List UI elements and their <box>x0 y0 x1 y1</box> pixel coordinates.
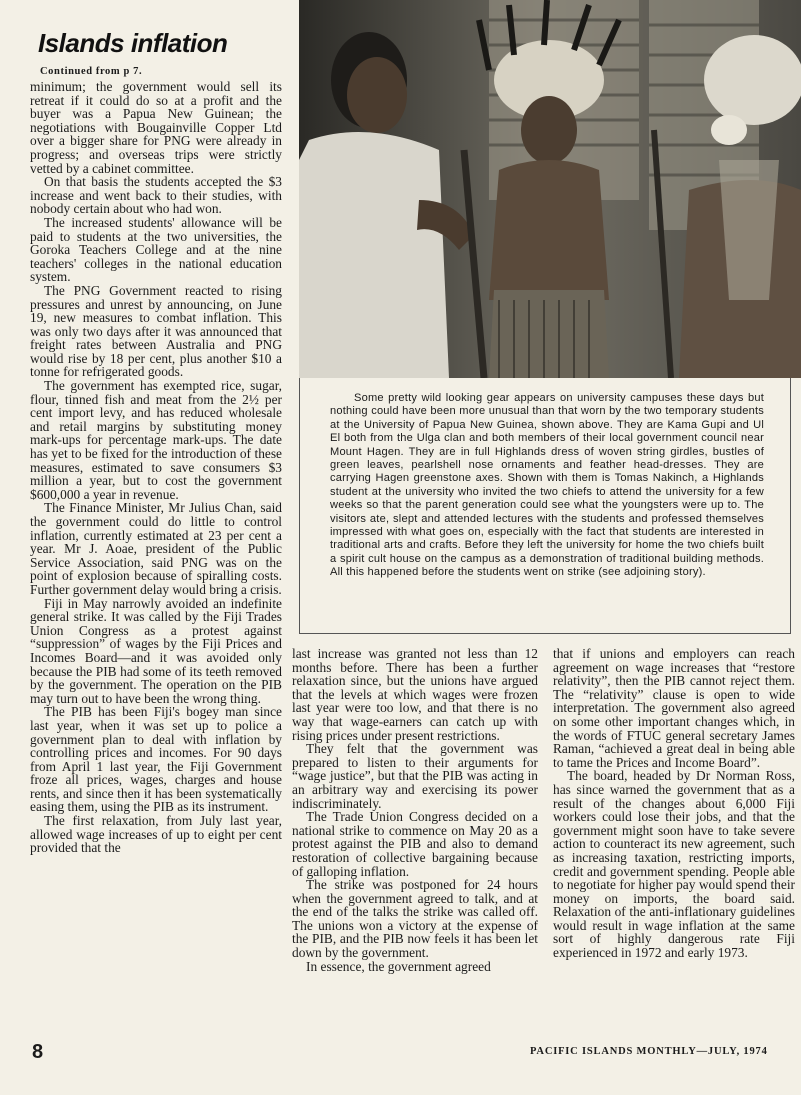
article-paragraph: They felt that the government was prepared to listen to their arguments for “wage justice”, but that the PIB was acting in an arbitrary way and exercising its power indiscriminately. <box>292 741 538 811</box>
article-paragraph: The Trade Union Congress decided on a national strike to commence on May 20 as a protest against the PIB and also to demand restoration of collective bargaining because of galloping inflation. <box>292 809 538 879</box>
article-paragraph: minimum; the government would sell its retreat if it could do so at a profit and the buyer was a Papua New Guinean; the negotiations with Bougainville Copper Ltd over a bigger share for PNG were already in progress; and overseas trips were strictly vetted by a cabinet committee. <box>30 79 282 176</box>
article-paragraph: The first relaxation, from July last year, allowed wage increases of up to eight per cent provided that the <box>30 813 282 856</box>
article-paragraph: The increased students' allowance will be paid to students at the two universities, the Goroka Teachers College and at the nine teachers' colleges in the national education system. <box>30 214 282 285</box>
article-paragraph: Fiji in May narrowly avoided an indefinite general strike. It was called by the Fiji Trades Union Congress as a protest against “suppression” of wages by the Fiji Prices and Incomes Board—and it was avoided only because the PIB had some of its teeth removed by the government. The operation on the PIB may turn out to have been the wrong thing. <box>30 595 282 706</box>
publication-footer: PACIFIC ISLANDS MONTHLY—JULY, 1974 <box>530 1046 768 1057</box>
article-paragraph: The government has exempted rice, sugar, flour, tinned fish and meat from the 2½ per cent import levy, and has reduced wholesale and retail margins by substituting money mark-ups for percentage mark-ups. The date has yet to be fixed for the introduction of these measures, estimated to save consumers $3 million a year, but to cost the government $600,000 a year in revenue. <box>30 378 282 502</box>
article-paragraph: The board, headed by Dr Norman Ross, has since warned the government that as a result of the changes about 6,000 Fiji workers could lose their jobs, and that the government might soon have to take severe action to counteract its new agreement, such as increasing taxation, restricting imports, credit and government spending. People able to negotiate for higher pay would spend their money on imports, the board said. Relaxation of the anti-inflationary guidelines would result in wage inflation at the same sort of highly dangerous rate Fiji experienced in 1972 and early 1973. <box>553 768 795 961</box>
article-column-3 <box>553 647 795 960</box>
article-column-1 <box>30 80 282 855</box>
article-paragraph: The strike was postponed for 24 hours when the government agreed to talk, and at the end of the talks the strike was called off. The unions won a victory at the expense of the PIB, and the PIB now feels it has been let down by the government. <box>292 877 538 961</box>
article-paragraph: The PIB has been Fiji's bogey man since last year, when it was set up to police a government plan to deal with inflation by controlling prices and incomes. For 90 days from April 1 last year, the Fiji Government froze all prices, wages, charges and house rents, and since then it has been systematically easing them, using the PIB as its instrument. <box>30 704 282 815</box>
article-paragraph: The Finance Minister, Mr Julius Chan, said the government could do little to control inflation, currently estimated at 23 per cent a year. Mr J. Aoae, president of the Public Service Association, said PNG was on the point of explosion because of spiralling costs. Further government delay would bring a crisis. <box>30 500 282 597</box>
continued-from-note: Continued from p 7. <box>40 66 143 77</box>
photo-caption: Some pretty wild looking gear appears on university campuses these days but nothing could have been more unusual than that worn by the two temporary students at the University of Papua New Guinea, shown above. They are Kama Gupi and Ul El both from the Ulga clan and both members of their local government council near Mount Hagen. They are in full Highlands dress of woven string girdles, bustles of green leaves, pearlshell nose ornaments and feather head-dresses. They are carrying Hagen greenstone axes. Shown with them is Tomas Nakinch, a Highlands student at the university who invited the two chiefs to attend the university for a few weeks so that the parent generation could see what the youngsters were up to. The visitors ate, slept and attended lectures with the students and professed themselves impressed with what goes on, especially with the fact that students are interested in traditional arts and crafts. Before they left the university for home the two chiefs built a spirit cult house on the campus as a demonstration of traditional building methods. All this happened before the students went on strike (see adjoining story). <box>330 392 764 579</box>
article-column-2 <box>292 647 538 973</box>
article-paragraph: The PNG Government reacted to rising pressures and unrest by announcing, on June 19, new measures to combat inflation. This was only two days after it was announced that freight rates between Australia and PNG would rise by 18 per cent, plus another $10 a tonne for refrigerated goods. <box>30 282 282 380</box>
photo-students-and-chiefs <box>299 0 801 378</box>
article-paragraph: last increase was granted not less than 12 months before. There has been a further relaxation since, but the unions have argued that the levels at which wages were frozen last year were too low, and that there is no way that wage-earners can catch up with rising prices under present restrictions. <box>292 646 538 743</box>
article-paragraph: In essence, the government agreed <box>306 958 491 974</box>
article-headline: Islands inflation <box>38 28 228 58</box>
article-paragraph: that if unions and employers can reach agreement on wage increases that “restore relativity”, then the PIB cannot reject them. The “relativity” clause is open to wide interpretation. The government also agreed on some other important changes which, in the words of FTUC general secretary James Raman, “achieved a great deal in being able to tame the Prices and Income Board”. <box>553 646 795 770</box>
photo-image <box>299 0 801 378</box>
article-paragraph: On that basis the students accepted the $3 increase and went back to their studies, with nobody certain about who had won. <box>30 174 282 217</box>
page-number: 8 <box>32 1041 44 1063</box>
